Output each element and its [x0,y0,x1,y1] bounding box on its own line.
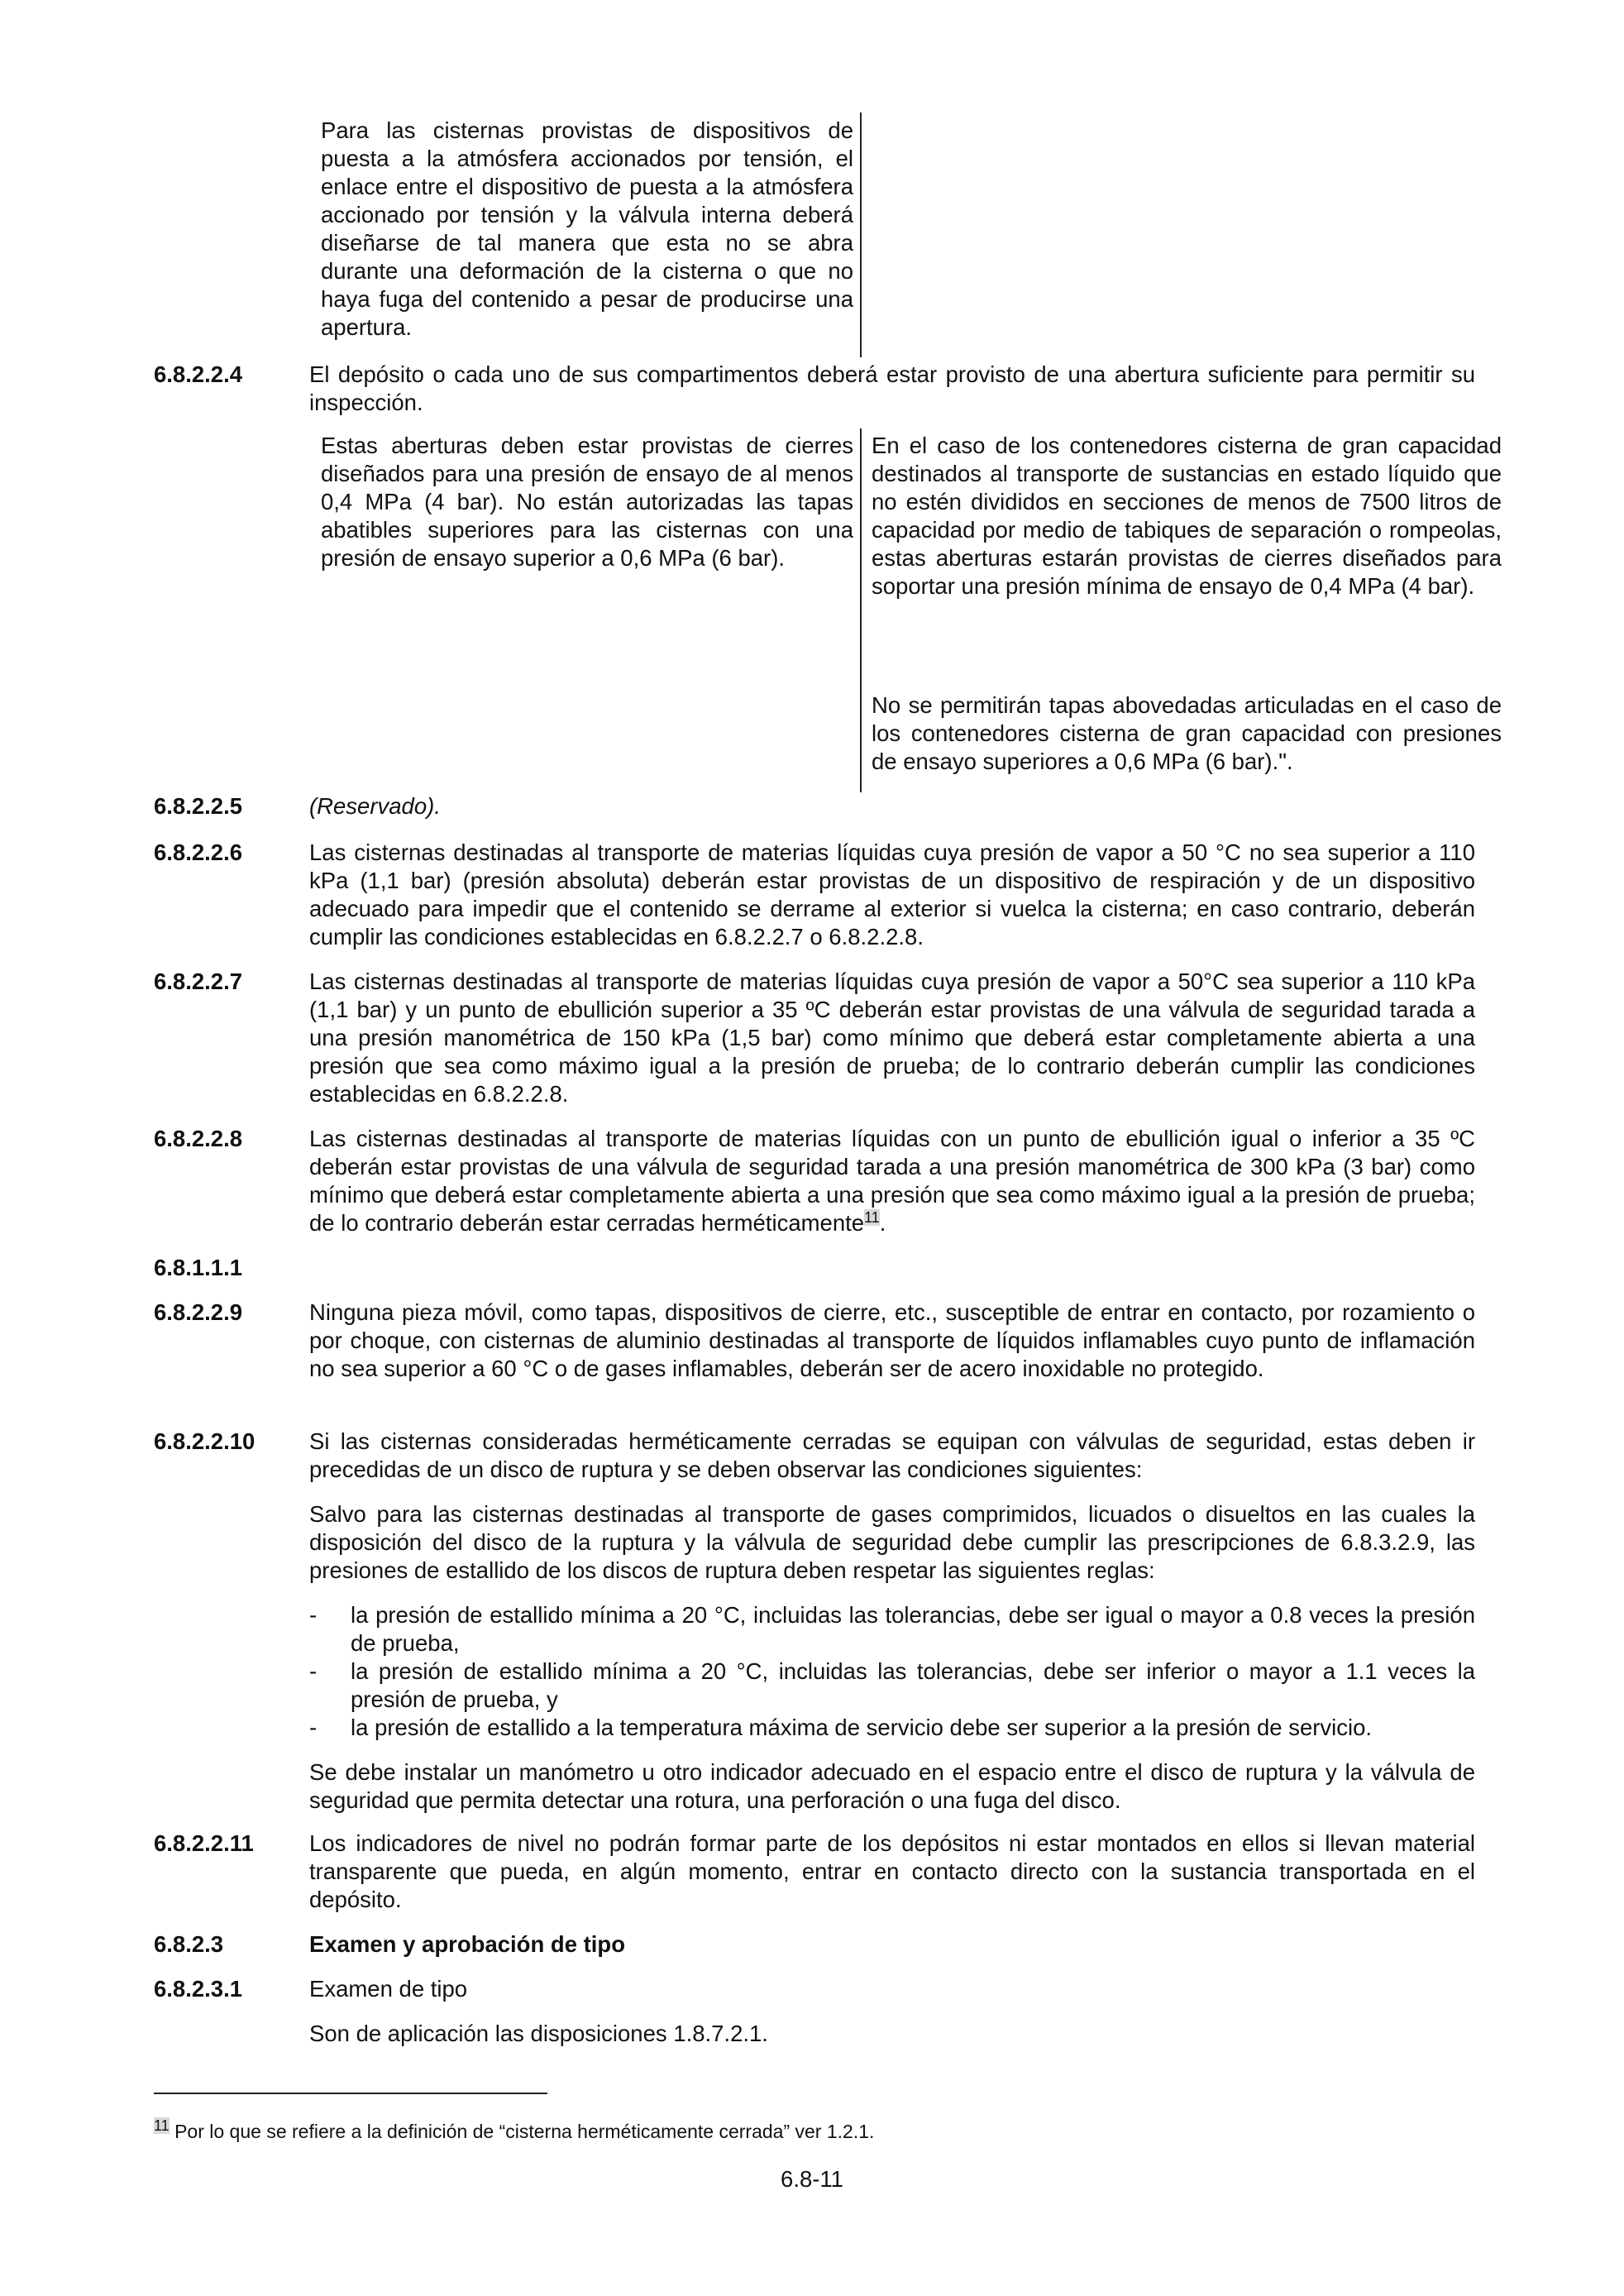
right-column-text-1: En el caso de los contenedores cisterna de gran capacidad destinados al transporte de sustancias en estado líquido que no estén divididos en secciones de menos de 7500 litros de capacidad por medio de tabiques de separación o rompeolas, estas aberturas estarán provistas de cierres diseñados para soportar una presión mínima de ensayo de 0,4 MPa (4 bar). [872,433,1502,599]
bullet-dash: - [309,1658,318,1684]
section-number: 6.8.2.2.9 [154,1299,243,1325]
section-text: Ninguna pieza móvil, como tapas, dispositivos de cierre, etc., susceptible de entrar en contacto, por rozamiento o por choque, con cisternas de aluminio destinadas al transporte de líquidos inflamables cuyo punto de inflamación no sea superior a 60 °C o de gases inflamables, deberán ser de acero inoxidable no protegido. [309,1299,1475,1381]
section-number: 6.8.1.1.1 [154,1255,243,1280]
section-text-end: . [879,1210,886,1236]
section-paragraph: Son de aplicación las disposiciones 1.8.7.2.1. [309,2021,768,2046]
section-text [309,1125,1475,1237]
top-box-text: Para las cisternas provistas de dispositivos de puesta a la atmósfera accionados por tensión, el enlace entre el dispositivo de puesta a la atmósfera accionado por tensión y la válvula interna deberá diseñarse de tal manera que esta no se abra durante una deformación de la cisterna o que no haya fuga del contenido a pesar de producirse una apertura. [321,117,853,340]
section-number: 6.8.2.2.11 [154,1830,254,1856]
footnote-mark: 11 [154,2117,170,2135]
section-number: 6.8.2.2.6 [154,839,243,865]
section-heading: Examen de tipo [309,1976,468,2002]
section-number: 6.8.2.2.4 [154,361,243,387]
list-item-text: la presión de estallido mínima a 20 °C, incluidas las tolerancias, debe ser igual o mayor a 0.8 veces la presión de prueba, [351,1602,1475,1656]
section-text: Las cisternas destinadas al transporte de materias líquidas cuya presión de vapor a 50°C sea superior a 110 kPa (1,1 bar) y un punto de ebullición superior a 35 ºC deberán estar provistas de una válvula de seguridad tarada a una presión manométrica de 150 kPa (1,5 bar) como mínimo que deberá estar completamente abierta a una presión que sea como máximo igual a la presión de prueba; de lo contrario deberán cumplir las condiciones establecidas en 6.8.2.2.8. [309,969,1475,1107]
section-number: 6.8.2.3.1 [154,1976,243,2002]
section-number: 6.8.2.2.8 [154,1126,243,1151]
right-column-text-2: No se permitirán tapas abovedadas articuladas en el caso de los contenedores cisterna de gran capacidad con presiones de ensayo superiores a 0,6 MPa (6 bar).". [872,692,1502,774]
section-text: (Reservado). [309,793,441,819]
section-number: 6.8.2.2.10 [154,1428,256,1454]
footnote-text: Por lo que se refiere a la definición de “cisterna herméticamente cerrada” ver 1.2.1. [174,2121,875,2142]
section-number: 6.8.2.2.5 [154,793,243,819]
footnote-separator [154,2093,547,2094]
section-paragraph: Salvo para las cisternas destinadas al transporte de gases comprimidos, licuados o disueltos en las cuales la disposición del disco de la ruptura y la válvula de seguridad debe cumplir las prescripciones de 6.8.3.2.9, las presiones de estallido de los discos de ruptura deben respetar las siguientes reglas: [309,1501,1475,1583]
list-item-text: la presión de estallido mínima a 20 °C, incluidas las tolerancias, debe ser inferior o mayor a 1.1 veces la presión de prueba, y [351,1658,1475,1712]
list-item-text: la presión de estallido a la temperatura máxima de servicio debe ser superior a la presión de servicio. [351,1715,1373,1740]
section-text: Los indicadores de nivel no podrán formar parte de los depósitos ni estar montados en ellos si llevan material transparente que pueda, en algún momento, entrar en contacto directo con la sustancia transportada en el depósito. [309,1830,1475,1912]
section-heading: Examen y aprobación de tipo [309,1931,626,1957]
column-divider [860,112,862,357]
bullet-dash: - [309,1715,318,1740]
section-text: Las cisternas destinadas al transporte de materias líquidas cuya presión de vapor a 50 °C no sea superior a 110 kPa (1,1 bar) (presión absoluta) deberán estar provistas de un dispositivo de respiración y de un dispositivo adecuado para impedir que el contenido se derrame al exterior si vuelca la cisterna; en caso contrario, deberán cumplir las condiciones establecidas en 6.8.2.2.7 o 6.8.2.2.8. [309,839,1475,949]
section-paragraph: Se debe instalar un manómetro u otro indicador adecuado en el espacio entre el disco de ruptura y la válvula de seguridad que permita detectar una rotura, una perforación o una fuga del disco. [309,1759,1475,1813]
column-divider [860,428,862,792]
section-text: Si las cisternas consideradas herméticamente cerradas se equipan con válvulas de seguridad, estas deben ir precedidas de un disco de ruptura y se deben observar las condiciones siguientes: [309,1428,1475,1482]
footnote-reference[interactable]: 11 [864,1208,880,1226]
section-text-body: Las cisternas destinadas al transporte de materias líquidas con un punto de ebullición igual o inferior a 35 ºC deberán estar provistas de una válvula de seguridad tarada a una presión manométrica de 300 kPa (3 bar) como mínimo que deberá estar completamente abierta a una presión que sea como máximo igual a la presión de prueba; de lo contrario deberán estar cerradas herméticamente [309,1126,1475,1236]
section-text: El depósito o cada uno de sus compartimentos deberá estar provisto de una abertura suficiente para permitir su inspección. [309,361,1475,415]
section-number: 6.8.2.2.7 [154,969,243,994]
footnote [154,2119,874,2144]
section-number: 6.8.2.3 [154,1931,224,1957]
left-column-text: Estas aberturas deben estar provistas de cierres diseñados para una presión de ensayo de al menos 0,4 MPa (4 bar). No están autorizadas las tapas abatibles superiores para las cisternas con una presión de ensayo superior a 0,6 MPa (6 bar). [321,433,853,571]
page-number: 6.8-11 [781,2166,843,2192]
bullet-dash: - [309,1602,318,1628]
